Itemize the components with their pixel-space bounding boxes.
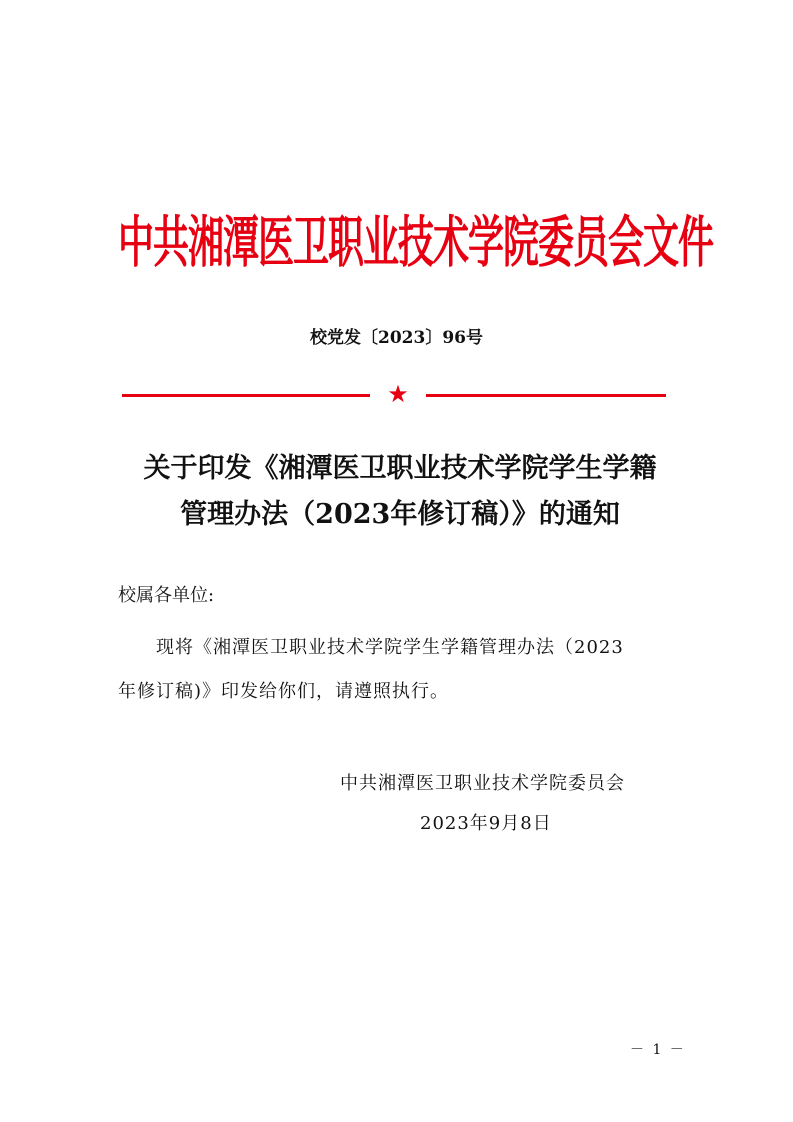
document-title-line-1: 关于印发《湘潭医卫职业技术学院学生学籍 xyxy=(143,453,657,484)
separator-rule-left xyxy=(122,394,370,397)
document-masthead: 中共湘潭医卫职业技术学院委员会文件 xyxy=(118,211,714,276)
addressee: 校属各单位: xyxy=(118,585,215,606)
separator-rule-right xyxy=(426,394,666,397)
signatory: 中共湘潭医卫职业技术学院委员会 xyxy=(340,773,625,794)
issue-date: 2023年9月8日 xyxy=(420,813,552,834)
document-number: 校党发〔2023〕96号 xyxy=(310,328,483,348)
document-title-line-2: 管理办法（2023年修订稿）》的通知 xyxy=(180,499,620,530)
body-paragraph xyxy=(118,626,678,714)
page-number: － 1 － xyxy=(630,1042,686,1058)
separator-star-icon: ★ xyxy=(387,380,409,408)
body-line-1: 现将《湘潭医卫职业技术学院学生学籍管理办法（2023 xyxy=(156,637,624,658)
document-title xyxy=(100,446,700,538)
body-line-2: 年修订稿)》印发给你们，请遵照执行。 xyxy=(118,681,450,702)
